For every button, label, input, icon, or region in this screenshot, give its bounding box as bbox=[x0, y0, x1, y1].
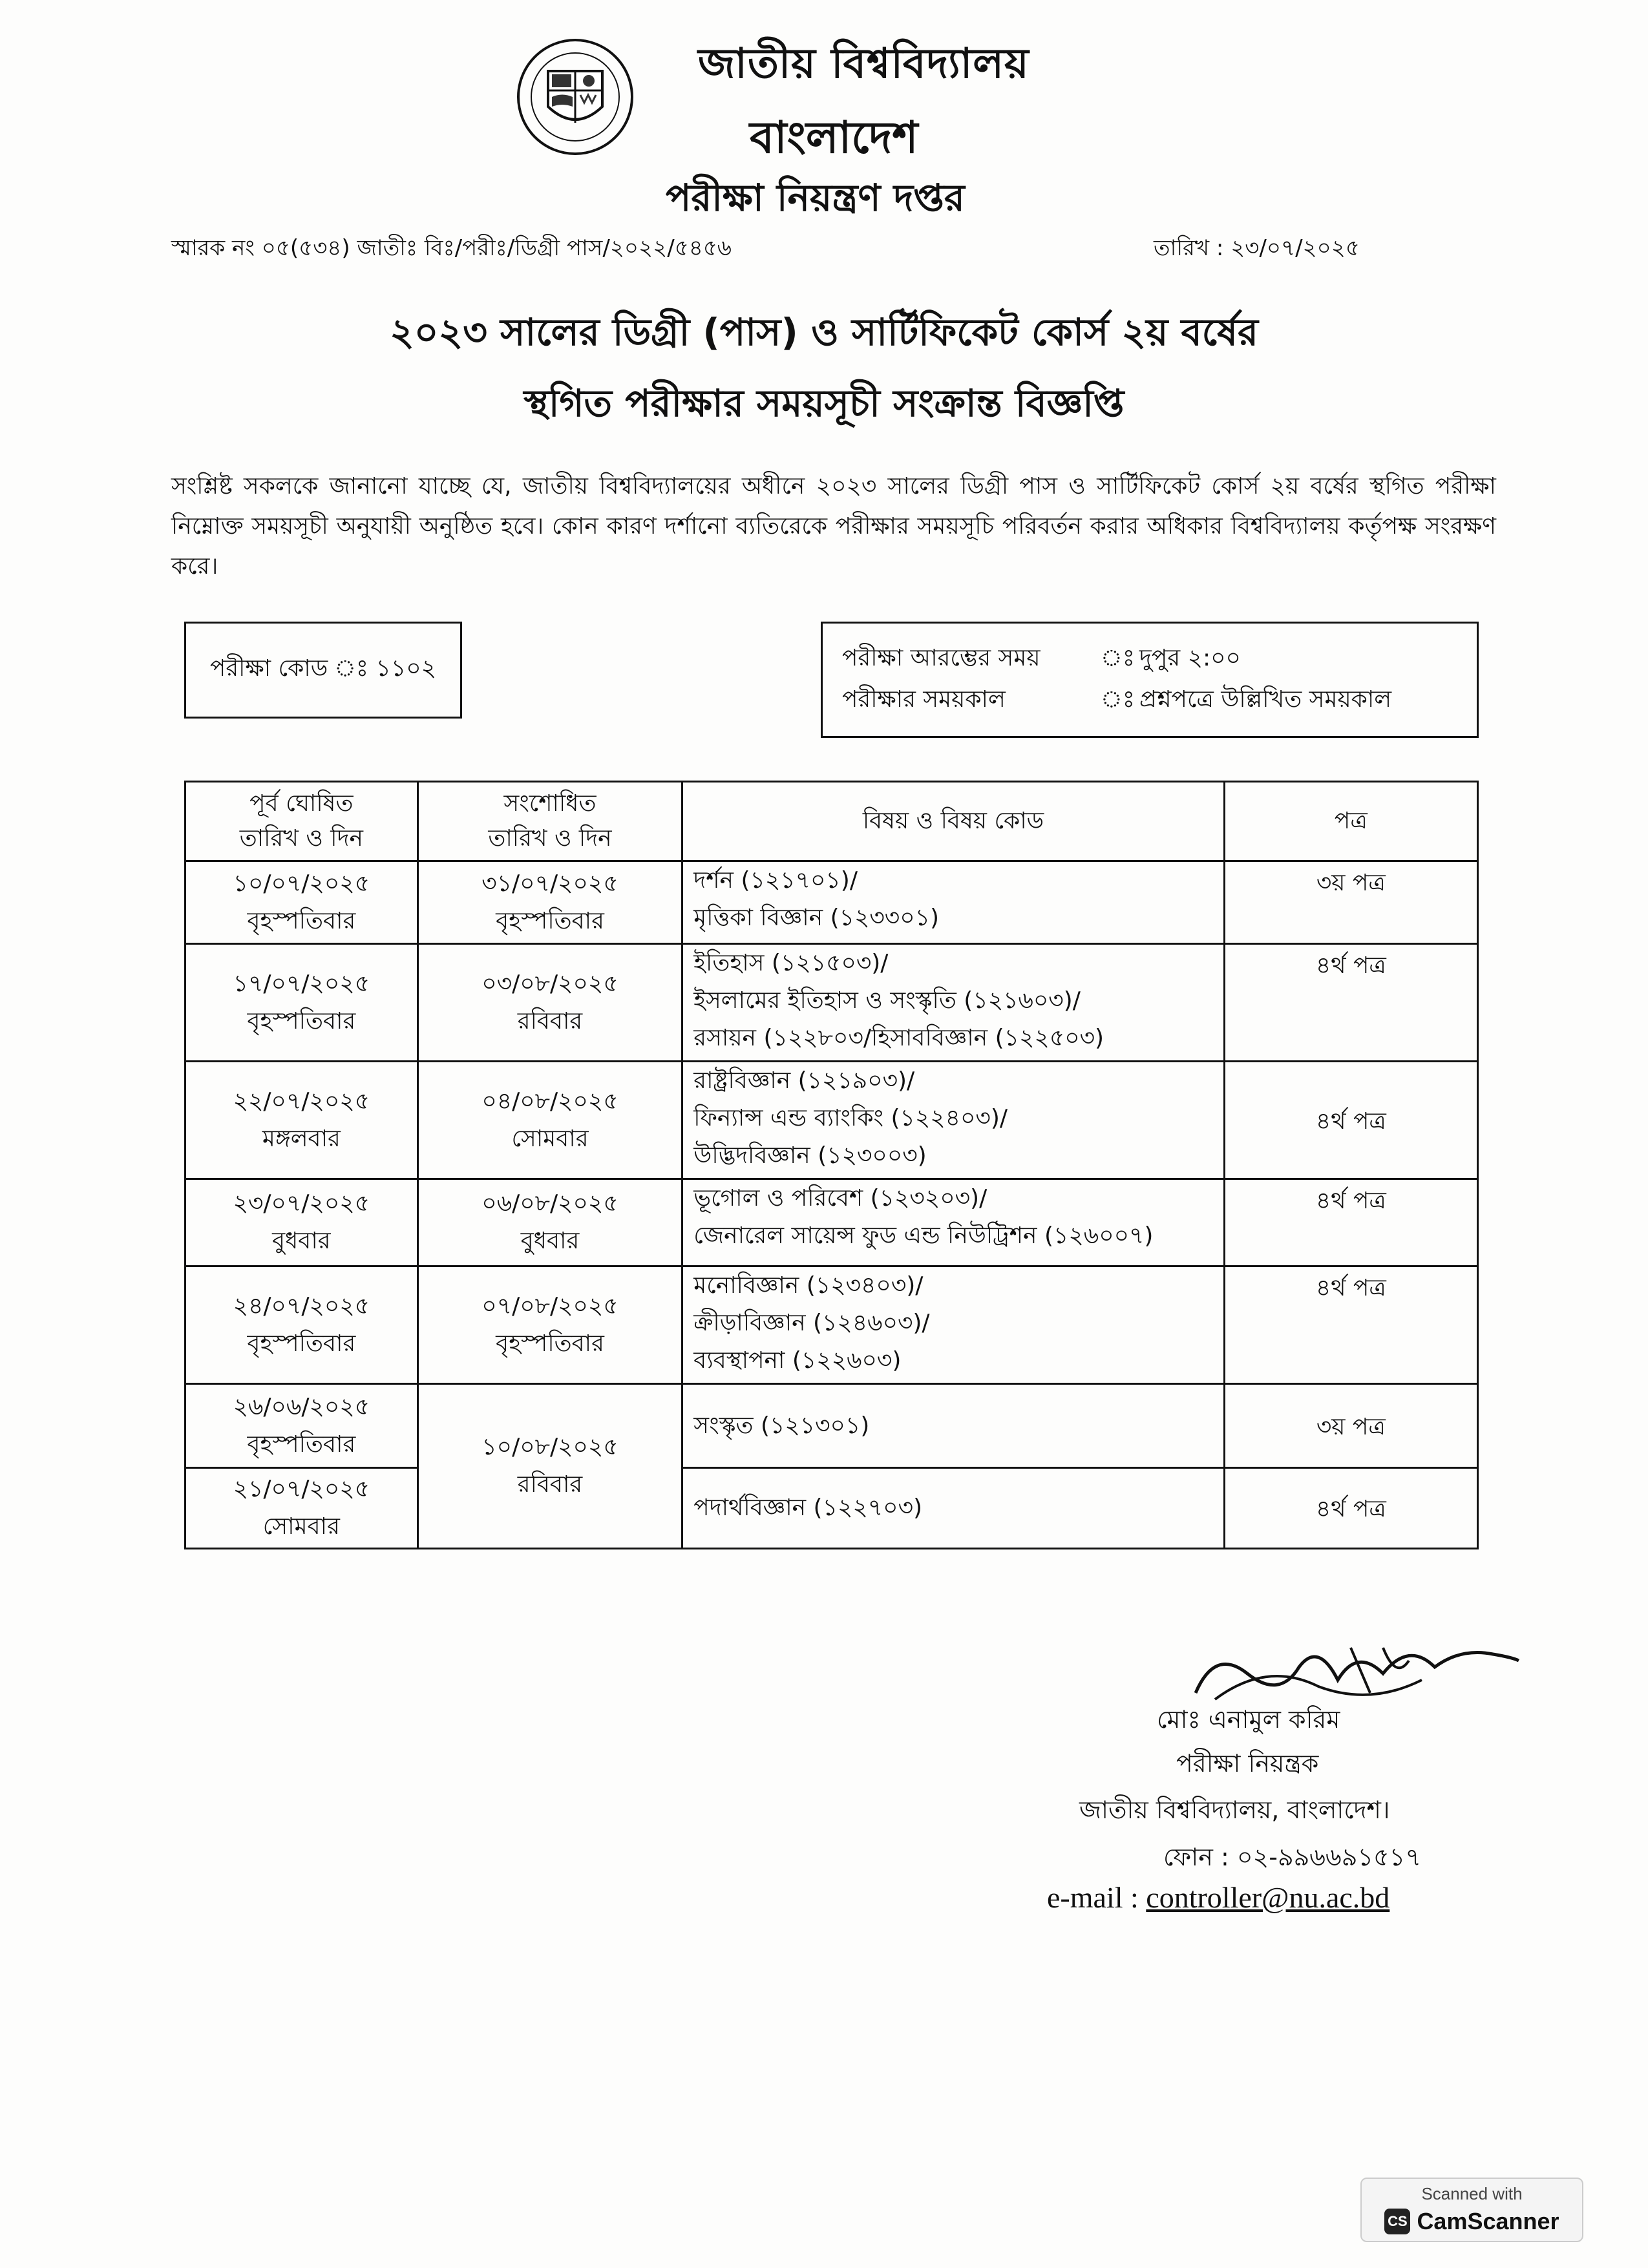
revised-date-cell: ১০/০৮/২০২৫ রবিবার bbox=[417, 1384, 682, 1549]
camscanner-icon: CS bbox=[1384, 2209, 1410, 2234]
table-row bbox=[185, 1384, 1478, 1468]
paper-cell: ৪র্থ পত্র bbox=[1224, 1266, 1477, 1384]
prev-date-cell: ১৭/০৭/২০২৫ বৃহস্পতিবার bbox=[185, 944, 418, 1062]
exam-duration-label: পরীক্ষার সময়কাল bbox=[842, 686, 1006, 713]
email-label: e-mail : bbox=[1047, 1881, 1146, 1914]
paper-cell: ৪র্থ পত্র bbox=[1224, 1468, 1477, 1549]
paper-cell: ৪র্থ পত্র bbox=[1224, 1062, 1477, 1179]
prev-date-cell: ১০/০৭/২০২৫ বৃহস্পতিবার bbox=[185, 861, 418, 944]
exam-code-box bbox=[184, 622, 462, 719]
exam-duration-value: প্রশ্নপত্রে উল্লিখিত সময়কাল bbox=[1139, 686, 1392, 713]
separator: ঃ bbox=[1101, 645, 1135, 671]
paper-cell: ৩য় পত্র bbox=[1224, 1384, 1477, 1468]
prev-date-cell: ২৪/০৭/২০২৫ বৃহস্পতিবার bbox=[185, 1266, 418, 1384]
subject-cell: পদার্থবিজ্ঞান (১২২৭০৩) bbox=[682, 1468, 1224, 1549]
table-row bbox=[185, 1468, 1478, 1549]
revised-date-cell: ০৭/০৮/২০২৫ বৃহস্পতিবার bbox=[417, 1266, 682, 1384]
table-row bbox=[185, 1179, 1478, 1266]
header-revised-date: সংশোধিত তারিখ ও দিন bbox=[417, 782, 682, 861]
table-header-row bbox=[185, 782, 1478, 861]
prev-date-cell: ২৩/০৭/২০২৫ বুধবার bbox=[185, 1179, 418, 1266]
revised-date-cell: ০৩/০৮/২০২৫ রবিবার bbox=[417, 944, 682, 1062]
signer-email-line bbox=[1047, 1880, 1389, 1915]
university-logo bbox=[511, 36, 640, 158]
university-name: জাতীয় বিশ্ববিদ্যালয় bbox=[698, 40, 1030, 88]
country-name: বাংলাদেশ bbox=[750, 112, 918, 163]
header-prev-date: পূর্ব ঘোষিত তারিখ ও দিন bbox=[185, 782, 418, 861]
camscanner-brand: CamScanner bbox=[1417, 2208, 1559, 2234]
paper-cell: ৩য় পত্র bbox=[1224, 861, 1477, 944]
subject-cell: রাষ্ট্রবিজ্ঞান (১২১৯০৩)/ ফিন্যান্স এন্ড ব্যাংকিং (১২২৪০৩)/ উদ্ভিদবিজ্ঞান (১২৩০০৩) bbox=[682, 1062, 1224, 1179]
notice-title-line1: ২০২৩ সালের ডিগ্রী (পাস) ও সার্টিফিকেট কোর্স ২য় বর্ষের bbox=[390, 310, 1258, 354]
notice-title-line2: স্থগিত পরীক্ষার সময়সূচী সংক্রান্ত বিজ্ঞপ্তি bbox=[523, 381, 1125, 425]
header-paper: পত্র bbox=[1224, 782, 1477, 861]
separator: ঃ bbox=[1101, 686, 1135, 713]
memo-number: স্মারক নং ০৫(৫৩৪) জাতীঃ বিঃ/পরীঃ/ডিগ্রী পাস/২০২২/৫৪৫৬ bbox=[171, 235, 732, 261]
signer-name: মোঃ এনামুল করিম bbox=[1157, 1705, 1340, 1734]
schedule-table bbox=[184, 781, 1479, 1549]
table-row bbox=[185, 861, 1478, 944]
subject-cell: দর্শন (১২১৭০১)/ মৃত্তিকা বিজ্ঞান (১২৩৩০১) bbox=[682, 861, 1224, 944]
signer-institution: জাতীয় বিশ্ববিদ্যালয়, বাংলাদেশ। bbox=[1079, 1796, 1390, 1824]
notice-body: সংশ্লিষ্ট সকলকে জানানো যাচ্ছে যে, জাতীয় বিশ্ববিদ্যালয়ের অধীনে ২০২৩ সালের ডিগ্রী পাস ও সার্টিফিকেট কোর্স ২য় বর্ষের স্থগিত পরীক্ষা নিম্নোক্ত সময়সূচী অনুযায়ী অনুষ্ঠিত হবে। কোন কারণ দর্শানো ব্যতিরেকে পরীক্ষার সময়সূচি পরিবর্তন করার অধিকার বিশ্ববিদ্যালয় কর্তৃপক্ষ সংরক্ষণ করে। bbox=[171, 473, 1496, 580]
email-link[interactable]: controller@nu.ac.bd bbox=[1146, 1881, 1390, 1914]
exam-duration-row bbox=[842, 679, 1457, 720]
header-subject: বিষয় ও বিষয় কোড bbox=[682, 782, 1224, 861]
office-name: পরীক্ষা নিয়ন্ত্রণ দপ্তর bbox=[666, 176, 965, 220]
exam-start-label: পরীক্ষা আরম্ভের সময় bbox=[842, 645, 1041, 671]
scanned-with-text: Scanned with bbox=[1421, 2184, 1523, 2203]
table-row bbox=[185, 944, 1478, 1062]
subject-cell: ইতিহাস (১২১৫০৩)/ ইসলামের ইতিহাস ও সংস্কৃতি (১২১৬০৩)/ রসায়ন (১২২৮০৩/হিসাববিজ্ঞান (১২২৫০৩) bbox=[682, 944, 1224, 1062]
subject-cell: সংস্কৃত (১২১৩০১) bbox=[682, 1384, 1224, 1468]
signer-designation: পরীক্ষা নিয়ন্ত্রক bbox=[1176, 1749, 1319, 1778]
revised-date-cell: ৩১/০৭/২০২৫ বৃহস্পতিবার bbox=[417, 861, 682, 944]
signer-phone: ফোন : ০২-৯৯৬৬৯১৫১৭ bbox=[1163, 1843, 1422, 1871]
prev-date-cell: ২২/০৭/২০২৫ মঙ্গলবার bbox=[185, 1062, 418, 1179]
subject-cell: ভূগোল ও পরিবেশ (১২৩২০৩)/ জেনারেল সায়েন্স ফুড এন্ড নিউট্রিশন (১২৬০০৭) bbox=[682, 1179, 1224, 1266]
paper-cell: ৪র্থ পত্র bbox=[1224, 1179, 1477, 1266]
exam-time-box bbox=[821, 622, 1479, 738]
exam-code: পরীক্ষা কোড ঃ ১১০২ bbox=[209, 655, 437, 682]
exam-start-row bbox=[842, 638, 1457, 679]
table-row bbox=[185, 1266, 1478, 1384]
revised-date-cell: ০৬/০৮/২০২৫ বুধবার bbox=[417, 1179, 682, 1266]
camscanner-watermark bbox=[1360, 2178, 1583, 2242]
exam-start-value: দুপুর ২:০০ bbox=[1139, 645, 1241, 671]
prev-date-cell: ২১/০৭/২০২৫ সোমবার bbox=[185, 1468, 418, 1549]
subject-cell: মনোবিজ্ঞান (১২৩৪০৩)/ ক্রীড়াবিজ্ঞান (১২৪৬০৩)/ ব্যবস্থাপনা (১২২৬০৩) bbox=[682, 1266, 1224, 1384]
notice-date: তারিখ : ২৩/০৭/২০২৫ bbox=[1154, 235, 1360, 261]
revised-date-cell: ০৪/০৮/২০২৫ সোমবার bbox=[417, 1062, 682, 1179]
table-row bbox=[185, 1062, 1478, 1179]
prev-date-cell: ২৬/০৬/২০২৫ বৃহস্পতিবার bbox=[185, 1384, 418, 1468]
paper-cell: ৪র্থ পত্র bbox=[1224, 944, 1477, 1062]
